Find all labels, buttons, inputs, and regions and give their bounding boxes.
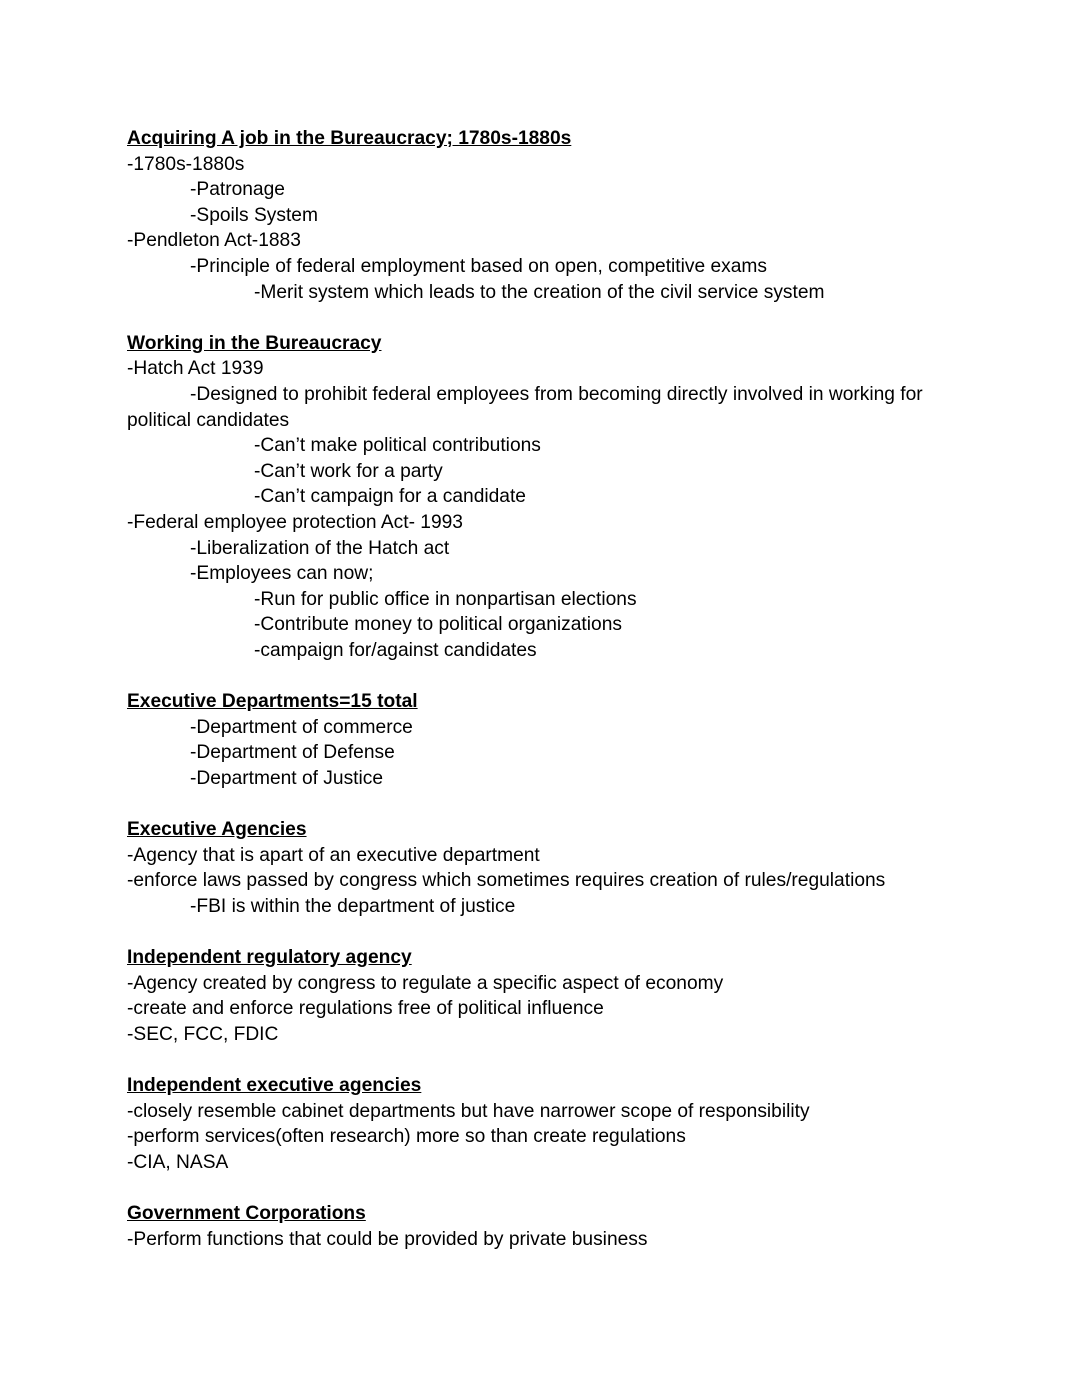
note-line: -CIA, NASA <box>127 1151 229 1173</box>
note-line: -Department of Justice <box>190 767 384 789</box>
note-line: -Spoils System <box>190 204 318 226</box>
note-line: -1780s-1880s <box>127 153 245 175</box>
section-heading: Executive Agencies <box>127 819 307 841</box>
note-line: -Department of commerce <box>190 716 413 738</box>
notes-section <box>127 1201 957 1252</box>
note-line: -Liberalization of the Hatch act <box>190 537 450 559</box>
document-body <box>127 126 957 1278</box>
note-line: -perform services(often research) more so than create regulations <box>127 1126 686 1148</box>
note-line: -SEC, FCC, FDIC <box>127 1023 279 1045</box>
note-line: -Can’t work for a party <box>254 460 443 482</box>
notes-section <box>127 331 957 664</box>
note-line: -FBI is within the department of justice <box>190 895 516 917</box>
note-line: -Pendleton Act-1883 <box>127 230 301 252</box>
notes-section <box>127 817 957 919</box>
note-line: -campaign for/against candidates <box>254 639 537 661</box>
section-heading: Acquiring A job in the Bureaucracy; 1780s-1880s <box>127 128 572 149</box>
note-line: -Hatch Act 1939 <box>127 358 264 380</box>
notes-section <box>127 126 957 305</box>
notes-section <box>127 1073 957 1175</box>
note-line: -Agency that is apart of an executive department <box>127 844 540 866</box>
note-line: -Patronage <box>190 179 285 201</box>
section-heading: Working in the Bureaucracy <box>127 332 382 354</box>
note-line: -Department of Defense <box>190 742 395 764</box>
note-line: -Federal employee protection Act- 1993 <box>127 511 463 533</box>
note-line: -Perform functions that could be provided by private business <box>127 1228 648 1250</box>
note-line: -Can’t campaign for a candidate <box>254 486 526 508</box>
note-line: -enforce laws passed by congress which sometimes requires creation of rules/regulations <box>127 870 886 892</box>
note-line: -Agency created by congress to regulate a specific aspect of economy <box>127 972 724 994</box>
note-line: -Can’t make political contributions <box>254 435 541 457</box>
section-heading: Independent executive agencies <box>127 1074 422 1096</box>
note-line: -closely resemble cabinet departments but have narrower scope of responsibility <box>127 1100 810 1122</box>
notes-section <box>127 945 957 1047</box>
note-line: -Contribute money to political organizations <box>254 614 622 636</box>
notes-section <box>127 689 957 791</box>
note-line: -Designed to prohibit federal employees from becoming directly involved in working for political candidates <box>127 383 923 431</box>
note-line: -create and enforce regulations free of political influence <box>127 998 604 1020</box>
section-heading: Government Corporations <box>127 1202 366 1224</box>
note-line: -Employees can now; <box>190 563 374 585</box>
section-heading: Executive Departments=15 total <box>127 691 418 713</box>
note-line: -Merit system which leads to the creation of the civil service system <box>254 281 825 303</box>
note-line: -Run for public office in nonpartisan elections <box>254 588 637 610</box>
note-line: -Principle of federal employment based on open, competitive exams <box>190 255 767 277</box>
section-heading: Independent regulatory agency <box>127 947 412 968</box>
